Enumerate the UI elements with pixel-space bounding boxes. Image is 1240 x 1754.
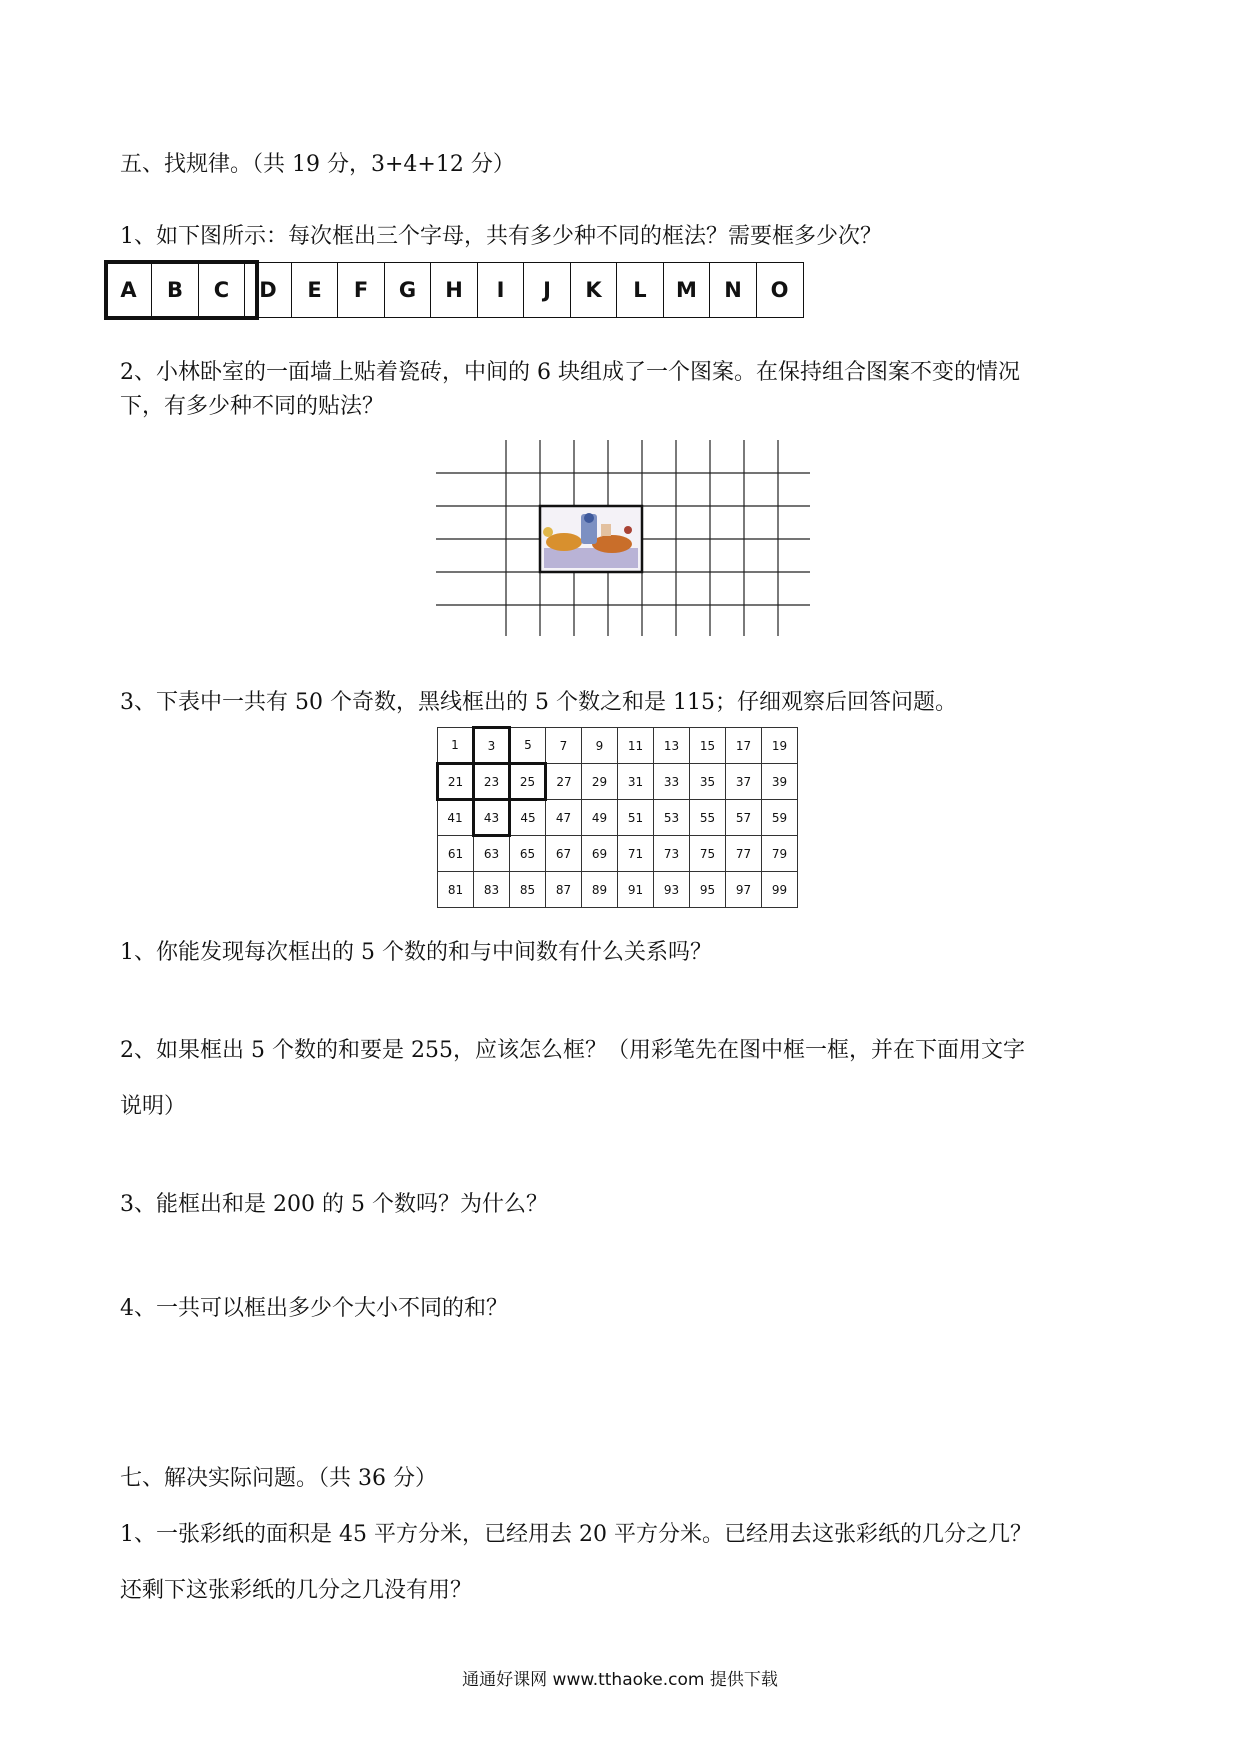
letter-cell: E [291, 262, 339, 318]
table-cell: 81 [438, 872, 474, 908]
table-cell: 91 [618, 872, 654, 908]
letter-row [106, 262, 804, 318]
sub-question-2-line1: 2、如果框出 5 个数的和要是 255，应该怎么框？（用彩笔先在图中框一框，并在下面用文字 [120, 1038, 1025, 1063]
s7-question-1-line1: 1、一张彩纸的面积是 45 平方分米，已经用去 20 平方分米。已经用去这张彩纸的几分之几？ [120, 1522, 1032, 1547]
letter-cell: K [570, 262, 618, 318]
table-row [438, 800, 798, 836]
table-cell: 53 [654, 800, 690, 836]
pattern-picture [540, 506, 642, 572]
table-cell: 89 [582, 872, 618, 908]
page-footer: 通通好课网 www.tthaoke.com 提供下载 [462, 1670, 778, 1690]
letter-cell: G [384, 262, 432, 318]
table-cell: 41 [438, 800, 474, 836]
table-cell: 59 [762, 800, 798, 836]
table-cell: 13 [654, 728, 690, 764]
sub-question-4: 4、一共可以框出多少个大小不同的和？ [120, 1296, 508, 1321]
table-cell: 93 [654, 872, 690, 908]
table-row [438, 764, 798, 800]
table-cell: 23 [474, 764, 510, 800]
table-cell: 3 [474, 728, 510, 764]
table-cell: 75 [690, 836, 726, 872]
table-cell: 19 [762, 728, 798, 764]
sub-question-3: 3、能框出和是 200 的 5 个数吗？为什么？ [120, 1192, 548, 1217]
s7-question-1-line2: 还剩下这张彩纸的几分之几没有用？ [120, 1578, 473, 1603]
letter-cell: L [616, 262, 664, 318]
question-3: 3、下表中一共有 50 个奇数，黑线框出的 5 个数之和是 115；仔细观察后回答问题。 [120, 690, 957, 715]
question-2-line1: 2、小林卧室的一面墙上贴着瓷砖，中间的 6 块组成了一个图案。在保持组合图案不变的情况 [120, 360, 1020, 385]
table-row [438, 872, 798, 908]
tile-grid [436, 440, 810, 636]
table-cell: 25 [510, 764, 546, 800]
table-cell: 39 [762, 764, 798, 800]
table-cell: 27 [546, 764, 582, 800]
table-cell: 85 [510, 872, 546, 908]
table-row [438, 728, 798, 764]
letter-cell: M [663, 262, 711, 318]
table-cell: 73 [654, 836, 690, 872]
table-cell: 21 [438, 764, 474, 800]
table-cell: 47 [546, 800, 582, 836]
sub-question-1: 1、你能发现每次框出的 5 个数的和与中间数有什么关系吗？ [120, 940, 712, 965]
table-cell: 7 [546, 728, 582, 764]
letter-cell: C [198, 262, 246, 318]
table-cell: 61 [438, 836, 474, 872]
table-cell: 45 [510, 800, 546, 836]
table-cell: 11 [618, 728, 654, 764]
table-cell: 99 [762, 872, 798, 908]
table-cell: 5 [510, 728, 546, 764]
section7-title: 七、解决实际问题。（共 36 分） [120, 1466, 437, 1491]
table-cell: 29 [582, 764, 618, 800]
letter-cell: I [477, 262, 525, 318]
table-cell: 69 [582, 836, 618, 872]
table-cell: 95 [690, 872, 726, 908]
table-cell: 31 [618, 764, 654, 800]
table-cell: 33 [654, 764, 690, 800]
table-cell: 1 [438, 728, 474, 764]
letter-cell: F [337, 262, 385, 318]
table-cell: 57 [726, 800, 762, 836]
letter-cell: H [430, 262, 478, 318]
table-cell: 17 [726, 728, 762, 764]
table-cell: 37 [726, 764, 762, 800]
table-cell: 71 [618, 836, 654, 872]
odd-number-table [436, 726, 798, 908]
tile-grid-svg [436, 440, 810, 636]
table-cell: 55 [690, 800, 726, 836]
table-cell: 9 [582, 728, 618, 764]
table-cell: 77 [726, 836, 762, 872]
table-cell: 97 [726, 872, 762, 908]
table-cell: 49 [582, 800, 618, 836]
table-cell: 63 [474, 836, 510, 872]
table-cell: 79 [762, 836, 798, 872]
sub-question-2-line2: 说明） [120, 1094, 187, 1119]
table-cell: 65 [510, 836, 546, 872]
table-cell: 51 [618, 800, 654, 836]
letter-cell: N [709, 262, 757, 318]
table-cell: 15 [690, 728, 726, 764]
table-cell: 43 [474, 800, 510, 836]
letter-cell: B [151, 262, 199, 318]
letter-cell: D [244, 262, 292, 318]
letter-cell: O [756, 262, 804, 318]
question-2-line2: 下，有多少种不同的贴法？ [120, 394, 385, 419]
table-cell: 87 [546, 872, 582, 908]
table-cell: 67 [546, 836, 582, 872]
letter-cell: J [523, 262, 571, 318]
question-1: 1、如下图所示：每次框出三个字母，共有多少种不同的框法？需要框多少次？ [120, 224, 882, 249]
table-cell: 83 [474, 872, 510, 908]
section5-title: 五、找规律。（共 19 分，3+4+12 分） [120, 152, 515, 177]
table-row [438, 836, 798, 872]
table-cell: 35 [690, 764, 726, 800]
letter-cell: A [105, 262, 153, 318]
